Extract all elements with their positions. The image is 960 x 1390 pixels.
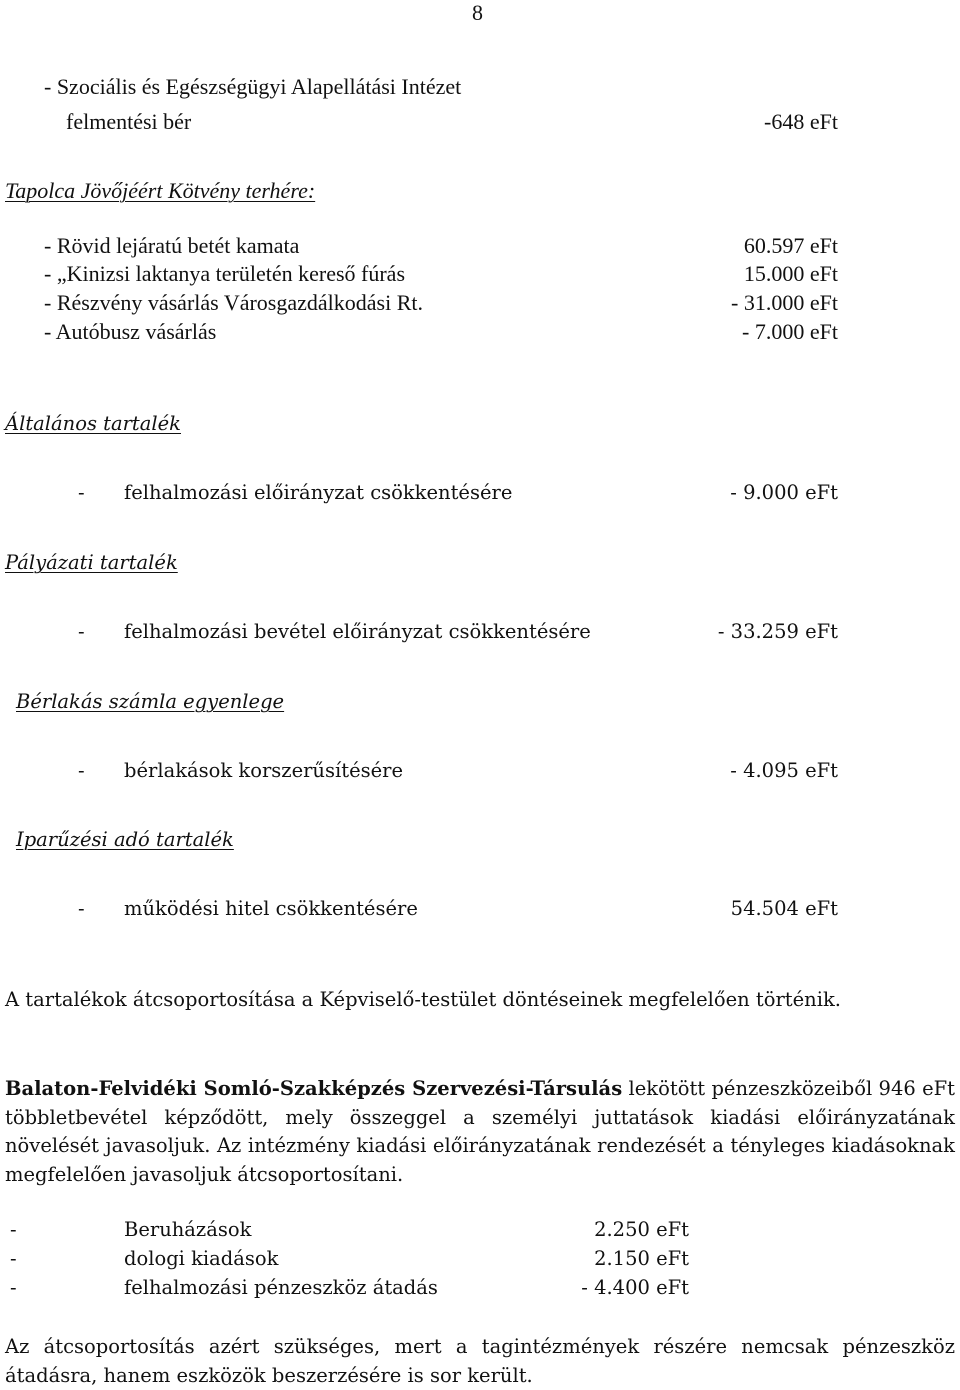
kotveny-heading: Tapolca Jövőjéért Kötvény terhére:: [5, 178, 316, 203]
berlakas-dash: -: [78, 759, 85, 782]
iparuzesi-dash: -: [78, 897, 85, 920]
kotveny-item-label: - „Kinizsi laktanya területén kereső fúrás: [44, 261, 406, 286]
transfer-dash: -: [10, 1276, 17, 1299]
szocialis-line-2: felmentési bér: [66, 109, 192, 134]
kotveny-item-label: - Rövid lejáratú betét kamata: [44, 233, 300, 258]
iparuzesi-heading: Iparűzési adó tartalék: [16, 828, 234, 851]
altalanos-label: felhalmozási előirányzat csökkentésére: [124, 481, 513, 504]
kotveny-item-amount: - 7.000 eFt: [742, 319, 838, 344]
altalanos-dash: -: [78, 481, 85, 504]
transfer-amount: - 4.400 eFt: [581, 1276, 689, 1299]
balaton-paragraph: [5, 1075, 955, 1189]
transfer-label: dologi kiadások: [124, 1247, 279, 1270]
balaton-text: lekötött pénzeszközeiből 946 eFt többletbevétel képződött, mely összeggel a személyi juttatások kiadási előirányzatának növelését javasoljuk. Az intézmény kiadási előirányzatának rendezését a tényleges kiadásoknak megfelelően javasoljuk átcsoportosítani.: [5, 1077, 956, 1186]
kotveny-item-amount: 60.597 eFt: [743, 233, 838, 258]
kotveny-item-amount: 15.000 eFt: [743, 261, 838, 286]
palyazati-label: felhalmozási bevétel előirányzat csökkentésére: [124, 620, 591, 643]
altalanos-amount: - 9.000 eFt: [730, 481, 838, 504]
closing-paragraph: Az átcsoportosítás azért szükséges, mert a tagintézmények részére nemcsak pénzeszköz átadásra, hanem eszközök beszerzésére is sor került.: [5, 1335, 955, 1387]
balaton-org-name: Balaton-Felvidéki Somló-Szakképzés Szervezési-Társulás: [5, 1077, 623, 1100]
altalanos-heading: Általános tartalék: [5, 412, 181, 435]
transfer-amount: 2.150 eFt: [594, 1247, 689, 1270]
transfer-label: felhalmozási pénzeszköz átadás: [124, 1276, 438, 1299]
iparuzesi-label: működési hitel csökkentésére: [124, 897, 418, 920]
szocialis-amount: -648 eFt: [764, 109, 838, 134]
transfer-label: Beruházások: [124, 1218, 252, 1241]
kotveny-item-label: - Részvény vásárlás Városgazdálkodási Rt.: [44, 290, 423, 315]
iparuzesi-amount: 54.504 eFt: [730, 897, 838, 920]
kotveny-item-amount: - 31.000 eFt: [731, 290, 838, 315]
transfer-dash: -: [10, 1247, 17, 1270]
palyazati-dash: -: [78, 620, 85, 643]
berlakas-amount: - 4.095 eFt: [730, 759, 838, 782]
transfer-dash: -: [10, 1218, 17, 1241]
note-paragraph: A tartalékok átcsoportosítása a Képviselő-testület döntéseinek megfelelően történik.: [5, 988, 841, 1011]
berlakas-label: bérlakások korszerűsítésére: [124, 759, 404, 782]
palyazati-heading: Pályázati tartalék: [5, 551, 178, 574]
berlakas-heading: Bérlakás számla egyenlege: [16, 690, 285, 713]
palyazati-amount: - 33.259 eFt: [717, 620, 838, 643]
szocialis-line-1: - Szociális és Egészségügyi Alapellátási Intézet: [44, 74, 462, 99]
page-number: 8: [472, 0, 483, 25]
kotveny-item-label: - Autóbusz vásárlás: [44, 319, 217, 344]
transfer-amount: 2.250 eFt: [594, 1218, 689, 1241]
